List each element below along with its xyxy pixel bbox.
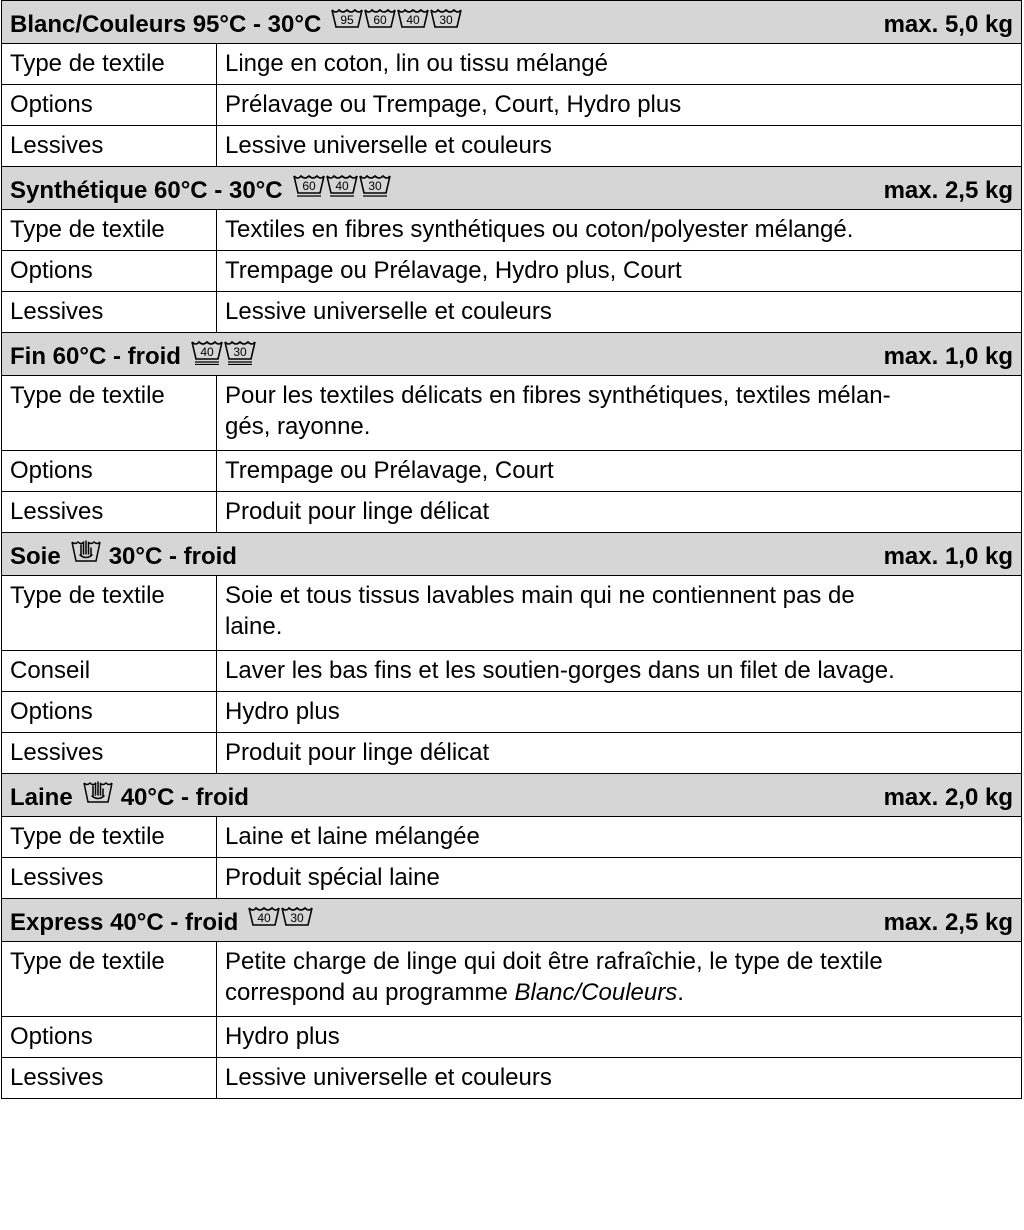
svg-text:30: 30	[439, 13, 453, 27]
row-label: Conseil	[2, 651, 217, 692]
wash-tub-icon	[331, 7, 364, 41]
row-value: Produit spécial laine	[217, 858, 1022, 899]
row-label: Options	[2, 692, 217, 733]
svg-text:40: 40	[334, 179, 349, 193]
row-label: Type de textile	[2, 817, 217, 858]
wash-tub-icon	[281, 905, 314, 939]
row-label: Options	[2, 451, 217, 492]
row-label: Options	[2, 251, 217, 292]
row-value: Hydro plus	[217, 692, 1022, 733]
svg-text:30: 30	[233, 345, 247, 359]
row-value: Produit pour linge délicat	[217, 733, 1022, 774]
row-label: Lessives	[2, 858, 217, 899]
max-load: max. 2,0 kg	[883, 783, 1013, 811]
hand-wash-icon	[83, 780, 113, 814]
row-value: Pour les textiles délicats en fibres synthétiques, textiles mélan- gés, rayonne.	[217, 376, 1022, 451]
row-label: Lessives	[2, 492, 217, 533]
table-row	[2, 85, 1022, 126]
wash-tub-icon	[191, 339, 224, 373]
row-label: Type de textile	[2, 576, 217, 651]
row-label: Lessives	[2, 733, 217, 774]
row-label: Type de textile	[2, 210, 217, 251]
table-row	[2, 858, 1022, 899]
table-row	[2, 733, 1022, 774]
section-header-soie	[2, 533, 1022, 576]
row-label: Options	[2, 85, 217, 126]
row-label: Type de textile	[2, 44, 217, 85]
max-load: max. 1,0 kg	[883, 342, 1013, 370]
row-value: Prélavage ou Trempage, Court, Hydro plus	[217, 85, 1022, 126]
row-label: Lessives	[2, 126, 217, 167]
program-table	[1, 0, 1022, 1099]
svg-text:30: 30	[290, 911, 305, 925]
row-label: Lessives	[2, 292, 217, 333]
row-value: Soie et tous tissus lavables main qui ne contiennent pas de laine.	[217, 576, 1022, 651]
wash-symbols	[293, 173, 392, 207]
wash-tub-icon	[248, 905, 281, 939]
row-value: Produit pour linge délicat	[217, 492, 1022, 533]
table-row	[2, 692, 1022, 733]
row-value: Linge en coton, lin ou tissu mélangé	[217, 44, 1022, 85]
wash-tub-icon	[397, 7, 430, 41]
program-name-reference: Blanc/Couleurs	[514, 979, 678, 1006]
row-value-text: Petite charge de linge qui doit être rafraîchie, le type de textile correspond au programme	[225, 948, 883, 1006]
max-load: max. 2,5 kg	[883, 908, 1013, 936]
wash-tub-icon	[430, 7, 463, 41]
svg-text:60: 60	[373, 13, 387, 27]
table-row	[2, 1058, 1022, 1099]
row-value: Lessive universelle et couleurs	[217, 1058, 1022, 1099]
row-value: Trempage ou Prélavage, Hydro plus, Court	[217, 251, 1022, 292]
svg-text:95: 95	[340, 13, 354, 27]
wash-symbols	[331, 7, 463, 41]
svg-text:60: 60	[301, 179, 316, 193]
section-title: Synthétique 60°C - 30°C	[10, 176, 283, 204]
row-label: Options	[2, 1017, 217, 1058]
section-header-blanc-couleurs	[2, 1, 1022, 44]
table-row	[2, 817, 1022, 858]
svg-text:40: 40	[200, 345, 214, 359]
row-label: Type de textile	[2, 376, 217, 451]
wash-symbols	[191, 339, 257, 373]
wash-tub-icon	[326, 173, 359, 207]
table-row	[2, 376, 1022, 451]
wash-tub-icon	[293, 173, 326, 207]
section-title-suffix: 40°C - froid	[120, 783, 249, 811]
max-load: max. 1,0 kg	[883, 542, 1013, 570]
table-row	[2, 1017, 1022, 1058]
wash-tub-icon	[364, 7, 397, 41]
row-value: Laine et laine mélangée	[217, 817, 1022, 858]
svg-text:40: 40	[406, 13, 420, 27]
svg-text:30: 30	[367, 179, 382, 193]
row-value: Hydro plus	[217, 1017, 1022, 1058]
row-value: Lessive universelle et couleurs	[217, 292, 1022, 333]
section-title-suffix: 30°C - froid	[108, 542, 237, 570]
row-value: Textiles en fibres synthétiques ou coton/polyester mélangé.	[217, 210, 1022, 251]
section-title: Express 40°C - froid	[10, 908, 239, 936]
section-title-prefix: Laine	[10, 783, 73, 811]
row-value: Lessive universelle et couleurs	[217, 126, 1022, 167]
row-value	[217, 942, 1022, 1017]
table-row	[2, 492, 1022, 533]
table-row	[2, 292, 1022, 333]
wash-symbols	[248, 905, 314, 939]
section-header-laine	[2, 774, 1022, 817]
section-header-express	[2, 899, 1022, 942]
hand-wash-icon	[71, 539, 101, 573]
row-value: Laver les bas fins et les soutien-gorges dans un filet de lavage.	[217, 651, 1022, 692]
table-row	[2, 576, 1022, 651]
row-label: Type de textile	[2, 942, 217, 1017]
row-value: Trempage ou Prélavage, Court	[217, 451, 1022, 492]
wash-tub-icon	[359, 173, 392, 207]
table-row	[2, 44, 1022, 85]
table-row	[2, 451, 1022, 492]
table-row	[2, 210, 1022, 251]
section-header-synthetique	[2, 167, 1022, 210]
section-title: Fin 60°C - froid	[10, 342, 181, 370]
section-title: Blanc/Couleurs 95°C - 30°C	[10, 10, 322, 38]
max-load: max. 2,5 kg	[883, 176, 1013, 204]
table-row	[2, 251, 1022, 292]
table-row	[2, 651, 1022, 692]
table-row	[2, 126, 1022, 167]
section-title-prefix: Soie	[10, 542, 61, 570]
svg-text:40: 40	[257, 911, 272, 925]
section-header-fin	[2, 333, 1022, 376]
wash-tub-icon	[224, 339, 257, 373]
max-load: max. 5,0 kg	[883, 10, 1013, 38]
row-value-end: .	[677, 979, 684, 1006]
row-label: Lessives	[2, 1058, 217, 1099]
table-row	[2, 942, 1022, 1017]
